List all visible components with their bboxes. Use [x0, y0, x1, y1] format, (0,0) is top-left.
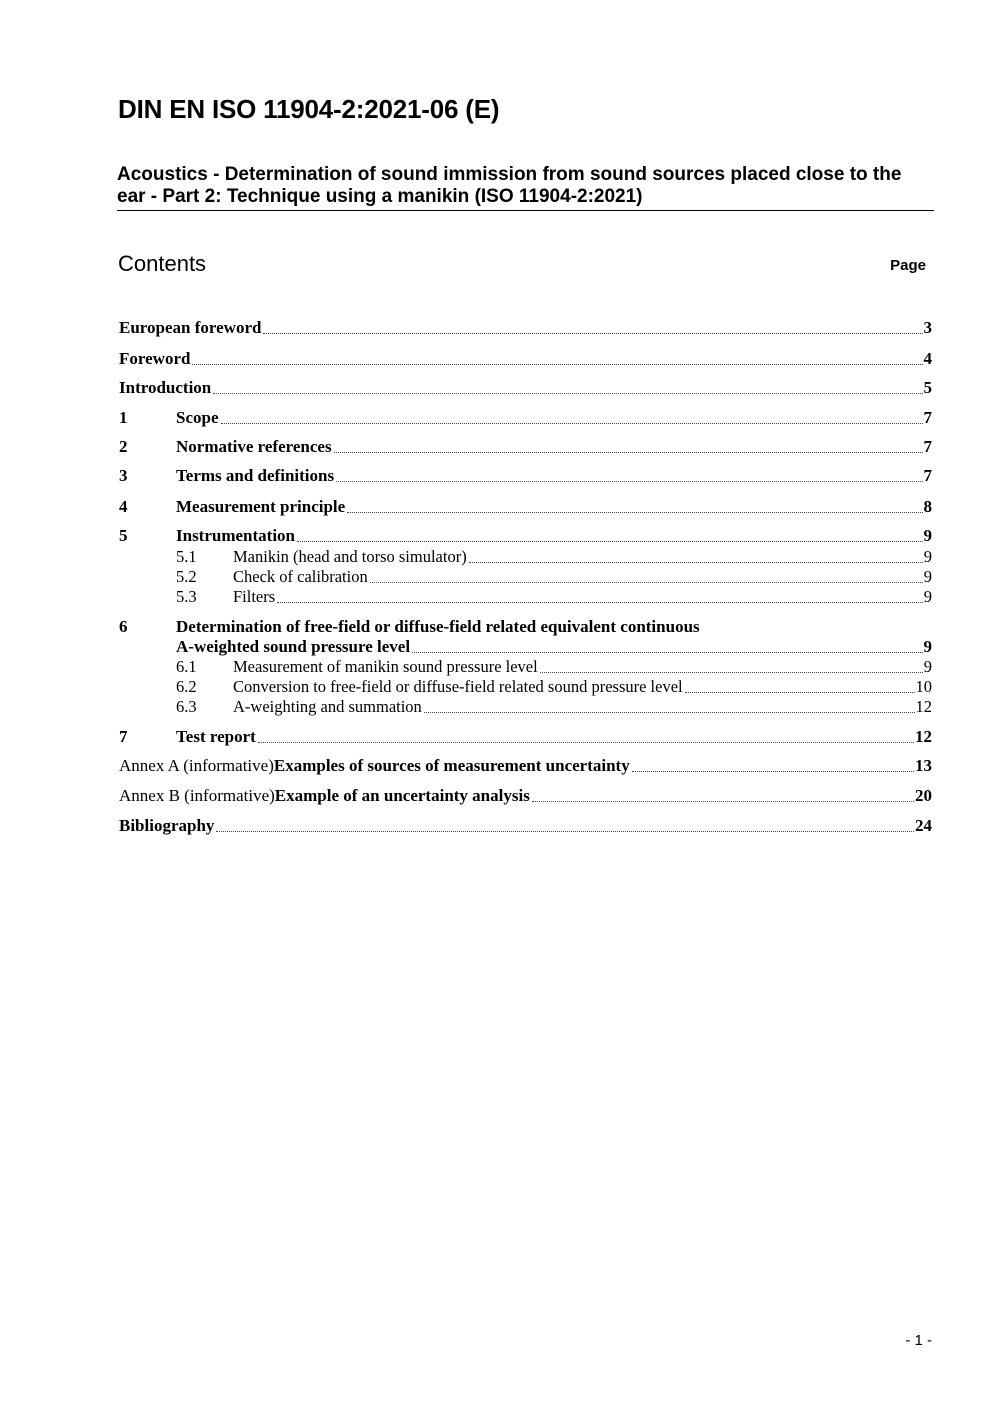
- dot-leader: [221, 423, 923, 424]
- toc-entry-page: 12: [915, 697, 932, 716]
- dot-leader: [532, 801, 914, 802]
- toc-entry-number: 6.3: [176, 697, 197, 716]
- dot-leader: [370, 582, 923, 583]
- toc-entry-page: 7: [923, 466, 932, 485]
- toc-entry-title: Bibliography: [119, 816, 215, 835]
- toc-entry-title: A-weighting and summation: [233, 697, 422, 716]
- toc-entry-number: 6.2: [176, 677, 197, 696]
- toc-entry-title: Introduction: [119, 378, 212, 397]
- toc-entry-title: Example of an uncertainty analysis: [274, 786, 530, 805]
- dot-leader: [277, 602, 923, 603]
- toc-entry-page: 7: [923, 437, 932, 456]
- toc-entry-determination[interactable]: [176, 637, 932, 657]
- toc-entry-bibliography[interactable]: [119, 816, 932, 836]
- dot-leader: [540, 672, 923, 673]
- dot-leader: [334, 452, 923, 453]
- toc-entry-title: Measurement principle: [176, 497, 346, 516]
- toc-entry-page: 4: [923, 349, 932, 368]
- document-id: DIN EN ISO 11904-2:2021-06 (E): [118, 94, 500, 124]
- dot-leader: [297, 541, 922, 542]
- toc-entry-filters[interactable]: [176, 587, 932, 607]
- toc-entry-title: Manikin (head and torso simulator): [233, 547, 467, 566]
- toc-entry-page: 7: [923, 408, 932, 427]
- toc-entry-title: Instrumentation: [176, 526, 296, 545]
- toc-entry-prefix: Annex B (informative): [119, 786, 275, 805]
- toc-entry-page: 24: [915, 816, 932, 835]
- toc-entry-page: 10: [915, 677, 932, 696]
- dot-leader: [685, 692, 915, 693]
- contents-heading: Contents: [118, 251, 207, 276]
- toc-entry-page: 13: [915, 756, 932, 775]
- page-column-label: Page: [890, 257, 926, 274]
- toc-entry-instrumentation[interactable]: [119, 526, 932, 546]
- toc-entry-page: 9: [923, 657, 932, 676]
- dot-leader: [347, 512, 922, 513]
- toc-entry-annex-a[interactable]: [119, 756, 932, 776]
- toc-entry-scope[interactable]: [119, 408, 932, 428]
- toc-entry-page: 20: [915, 786, 932, 805]
- toc-entry-introduction[interactable]: [119, 378, 932, 398]
- toc-entry-title: Test report: [176, 727, 256, 746]
- title-rule: [117, 210, 934, 211]
- dot-leader: [469, 562, 923, 563]
- toc-entry-number: 4: [119, 497, 128, 516]
- toc-entry-number: 3: [119, 466, 128, 485]
- toc-entry-number: 5: [119, 526, 128, 545]
- dot-leader: [424, 712, 915, 713]
- toc-entry-title-line1: Determination of free-field or diffuse-field related equivalent continuous: [176, 617, 700, 636]
- toc-entry-title: Conversion to free-field or diffuse-field related sound pressure level: [233, 677, 683, 696]
- toc-entry-page: 9: [923, 637, 932, 656]
- toc-entry-test-report[interactable]: [119, 727, 932, 747]
- toc-entry-number: 6: [119, 617, 128, 636]
- toc-entry-title: Filters: [233, 587, 276, 606]
- toc-entry-annex-b[interactable]: [119, 786, 932, 806]
- toc-entry-manikin[interactable]: [176, 547, 932, 567]
- toc-entry-page: 3: [923, 318, 932, 337]
- toc-entry-title: Scope: [176, 408, 219, 427]
- document-title: Acoustics - Determination of sound immission from sound sources placed close to the ear - Part 2: Technique using a manikin (ISO 11904-2:2021): [117, 164, 902, 207]
- toc-entry-page: 9: [923, 567, 932, 586]
- toc-entry-title: Terms and definitions: [176, 466, 335, 485]
- toc-entry-number: 7: [119, 727, 128, 746]
- toc-entry-conversion[interactable]: [176, 677, 932, 697]
- page-number: - 1 -: [905, 1332, 932, 1349]
- toc-entry-normative-references[interactable]: [119, 437, 932, 457]
- dot-leader: [192, 364, 922, 365]
- toc-entry-number: 5.2: [176, 567, 197, 586]
- dot-leader: [336, 481, 922, 482]
- toc-entry-page: 8: [923, 497, 932, 516]
- toc-entry-title: Examples of sources of measurement uncertainty: [273, 756, 630, 775]
- toc-entry-page: 12: [915, 727, 932, 746]
- toc-entry-number: 1: [119, 408, 128, 427]
- toc-entry-page: 9: [923, 547, 932, 566]
- toc-entry-european-foreword[interactable]: [119, 318, 932, 338]
- toc-entry-title: European foreword: [119, 318, 262, 337]
- toc-entry-page: 9: [923, 587, 932, 606]
- toc-entry-title: A-weighted sound pressure level: [176, 637, 411, 656]
- dot-leader: [412, 652, 922, 653]
- dot-leader: [213, 393, 922, 394]
- toc-entry-number: 5.1: [176, 547, 197, 566]
- toc-entry-number: 2: [119, 437, 128, 456]
- toc-entry-terms-and-definitions[interactable]: [119, 466, 932, 486]
- dot-leader: [263, 333, 922, 334]
- toc-entry-foreword[interactable]: [119, 349, 932, 369]
- toc-entry-title: Check of calibration: [233, 567, 368, 586]
- toc-entry-title: Measurement of manikin sound pressure level: [233, 657, 538, 676]
- toc-entry-title: Normative references: [176, 437, 332, 456]
- dot-leader: [632, 771, 914, 772]
- toc-entry-title: Foreword: [119, 349, 191, 368]
- dot-leader: [216, 831, 914, 832]
- toc-entry-number: 6.1: [176, 657, 197, 676]
- dot-leader: [258, 742, 914, 743]
- toc-entry-page: 5: [923, 378, 932, 397]
- toc-entry-page: 9: [923, 526, 932, 545]
- toc-entry-measurement-principle[interactable]: [119, 497, 932, 517]
- toc-entry-manikin-spl[interactable]: [176, 657, 932, 677]
- toc-entry-check-of-calibration[interactable]: [176, 567, 932, 587]
- toc-entry-a-weighting[interactable]: [176, 697, 932, 717]
- toc-entry-number: 5.3: [176, 587, 197, 606]
- toc-entry-prefix: Annex A (informative): [119, 756, 274, 775]
